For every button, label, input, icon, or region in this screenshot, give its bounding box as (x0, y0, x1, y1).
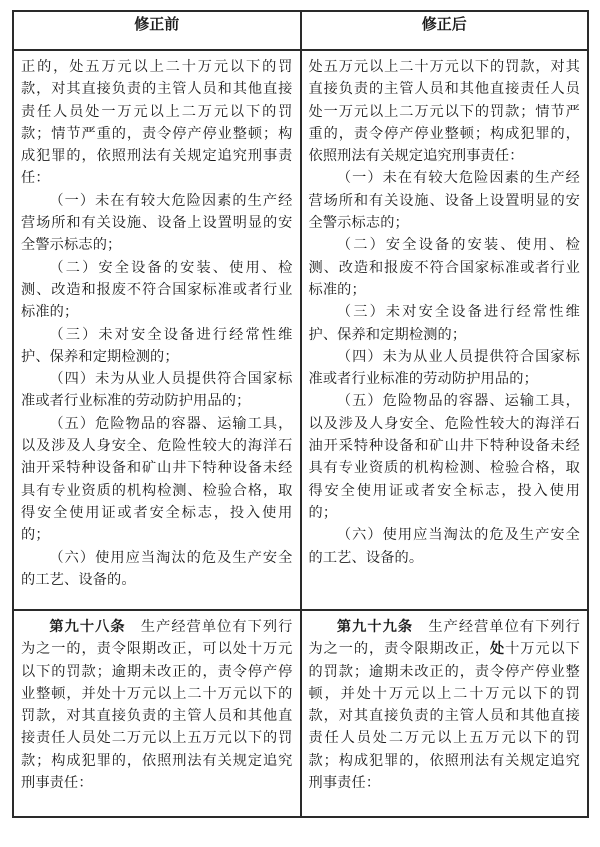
paragraph: （四）未为从业人员提供符合国家标准或者行业标准的劳动防护用品的； (308, 348, 580, 388)
cell-after-block1 (301, 50, 589, 610)
cell-before-block2 (13, 610, 301, 817)
amended-text: 处 (490, 641, 506, 658)
article-number: 第九十九条 (336, 619, 414, 635)
article-text: 生产经营单位有下列行为之一的，责令限期改正， (308, 619, 580, 658)
paragraph: （四）未为从业人员提供符合国家标准或者行业标准的劳动防护用品的； (21, 371, 293, 410)
paragraph: 正的，处五万元以上二十万元以下的罚款，对其直接负责的主管人员和其他直接责任人员处一万元以上二万元以下的罚款；情节严重的，责令停产停业整顿；构成犯罪的，依照刑法有关规定追究刑事责任： (21, 59, 293, 187)
paragraph: （六）使用应当淘汰的危及生产安全的工艺、设备的。 (21, 549, 293, 588)
paragraph: （一）未在有较大危险因素的生产经营场所和有关设施、设备上设置明显的安全警示标志的； (308, 170, 580, 232)
paragraph: （五）危险物品的容器、运输工具，以及涉及人身安全、危险性较大的海洋石油开采特种设备和矿山井下特种设备未经具有专业资质的机构检测、检验合格，取得安全使用证或者安全标志，投入使用的； (308, 393, 580, 521)
paragraph: （三）未对安全设备进行经常性维护、保养和定期检测的； (21, 326, 293, 365)
table-row (13, 50, 588, 610)
paragraph: （一）未在有较大危险因素的生产经营场所和有关设施、设备上设置明显的安全警示标志的； (21, 192, 293, 254)
amendment-comparison-table (12, 10, 589, 818)
cell-after-block2 (301, 610, 589, 817)
header-before: 修正前 (13, 11, 301, 50)
paragraph: （六）使用应当淘汰的危及生产安全的工艺、设备的。 (308, 527, 580, 566)
paragraph: 处五万元以上二十万元以下的罚款，对其直接负责的主管人员和其他直接责任人员处一万元以上二万元以下的罚款；情节严重的，责令停产停业整顿；构成犯罪的，依照刑法有关规定追究刑事责任： (308, 59, 580, 165)
cell-before-block1 (13, 50, 301, 610)
article-paragraph (309, 616, 581, 794)
paragraph: （二）安全设备的安装、使用、检测、改造和报废不符合国家标准或者行业标准的； (308, 237, 580, 298)
paragraph: （三）未对安全设备进行经常性维护、保养和定期检测的； (308, 304, 580, 343)
paragraph: （二）安全设备的安装、使用、检测、改造和报废不符合国家标准或者行业标准的； (21, 259, 293, 321)
table-row (13, 610, 588, 817)
article-number: 第九十八条 (49, 619, 126, 635)
article-text: 十万元以下的罚款；逾期未改正的，责令停产停业整顿，并处十万元以上二十万元以下的罚款，对其直接负责的主管人员和其他直接责任人员处二万元以上五万元以下的罚款；构成犯罪的，依照刑法有关规定追究刑事责任： (308, 641, 580, 792)
article-text: 生产经营单位有下列行为之一的，责令限期改正，可以处十万元以下的罚款；逾期未改正的，责令停产停业整顿，并处十万元以上二十万元以下的罚款，对其直接负责的主管人员和其他直接责任人员处二万元以上五万元以下的罚款；构成犯罪的，依照刑法有关规定追究刑事责任： (21, 619, 293, 792)
paragraph: （五）危险物品的容器、运输工具，以及涉及人身安全、危险性较大的海洋石油开采特种设备和矿山井下特种设备未经具有专业资质的机构检测、检验合格，取得安全使用证或者安全标志，投入使用的； (21, 415, 293, 544)
article-paragraph (21, 616, 293, 794)
table-header-row (13, 11, 588, 50)
header-after: 修正后 (301, 11, 589, 50)
